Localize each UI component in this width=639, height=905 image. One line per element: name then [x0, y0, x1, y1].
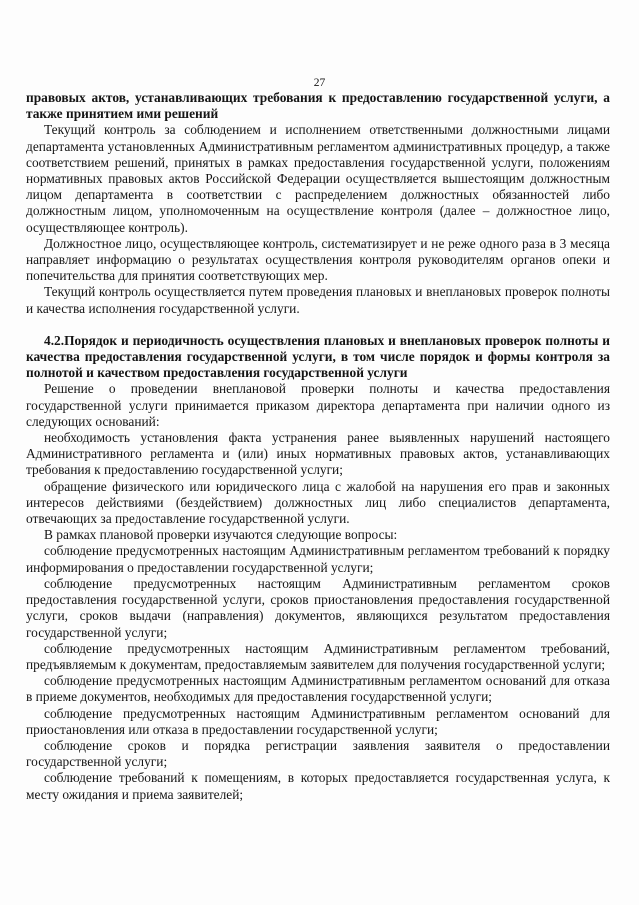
- list-item: соблюдение сроков и порядка регистрации заявления заявителя о предоставлении государственной услуги;: [26, 737, 610, 770]
- section-spacer: [26, 317, 610, 333]
- paragraph-decision: Решение о проведении внеплановой проверки полноты и качества предоставления государственной услуги принимается приказом директора департамента при наличии одного из следующих оснований:: [26, 381, 610, 429]
- continued-heading: правовых актов, устанавливающих требования к предоставлению государственной услуги, а также принятием ими решений: [26, 90, 610, 122]
- list-item: соблюдение предусмотренных настоящим Административным регламентом требований к порядку информирования о предоставлении государственной услуги;: [26, 543, 610, 575]
- paragraph-current-control: Текущий контроль за соблюдением и исполнением ответственными должностными лицами департамента установленных Административным регламентом административных процедур, а также соответствием решений, принятых в рамках предоставления государственной услуги, положениям нормативных правовых актов Российской Федерации осуществляется вышестоящим должностным лицом департамента в соответствии с распределением должностных обязанностей либо должностным лицом, уполномоченным на осуществление контроля (далее – должностное лицо, осуществляющее контроль).: [26, 122, 610, 235]
- paragraph-checks: Текущий контроль осуществляется путем проведения плановых и внеплановых проверок полноты и качества исполнения государственной услуги.: [26, 284, 610, 316]
- page-number: 27: [313, 77, 326, 89]
- paragraph-official: Должностное лицо, осуществляющее контроль, систематизирует и не реже одного раза в 3 месяца направляет информацию о результатах осуществления контроля руководителям органов опеки и попечительства для принятия соответствующих мер.: [26, 235, 610, 284]
- paragraph-planned: В рамках плановой проверки изучаются следующие вопросы:: [44, 527, 398, 543]
- document-body: [26, 90, 610, 803]
- paragraph-need: необходимость установления факта устранения ранее выявленных нарушений настоящего Административного регламента и (или) иных нормативных правовых актов, устанавливающих требования к предоставлению государственной услуги;: [26, 430, 610, 478]
- list-item: соблюдение предусмотренных настоящим Административным регламентом оснований для отказа в приеме документов, необходимых для предоставления государственной услуги;: [26, 673, 610, 705]
- section-heading-4-2: 4.2.Порядок и периодичность осуществления плановых и внеплановых проверок полноты и качества предоставления государственной услуги, в том числе порядок и формы контроля за полнотой и качеством предоставления государственной услуги: [26, 332, 610, 381]
- list-item: соблюдение требований к помещениям, в которых предоставляется государственная услуга, к месту ожидания и приема заявителей;: [26, 770, 610, 802]
- paragraph-appeal: обращение физического или юридического лица с жалобой на нарушения его прав и законных интересов действиями (бездействием) должностных лиц либо специалистов департамента, отвечающих за предоставление государственной услуги.: [26, 478, 610, 527]
- list-item: соблюдение предусмотренных настоящим Административным регламентом оснований для приостановления или отказа в предоставлении государственной услуги;: [26, 705, 610, 737]
- list-item: соблюдение предусмотренных настоящим Административным регламентом сроков предоставления государственной услуги, сроков приостановления предоставления государственной услуги, сроков выдачи (направления) документов, являющихся результатом предоставления государственной услуги;: [26, 575, 610, 640]
- list-item: соблюдение предусмотренных настоящим Административным регламентом требований, предъявляемым к документам, предоставляемым заявителем для получения государственной услуги;: [26, 640, 610, 672]
